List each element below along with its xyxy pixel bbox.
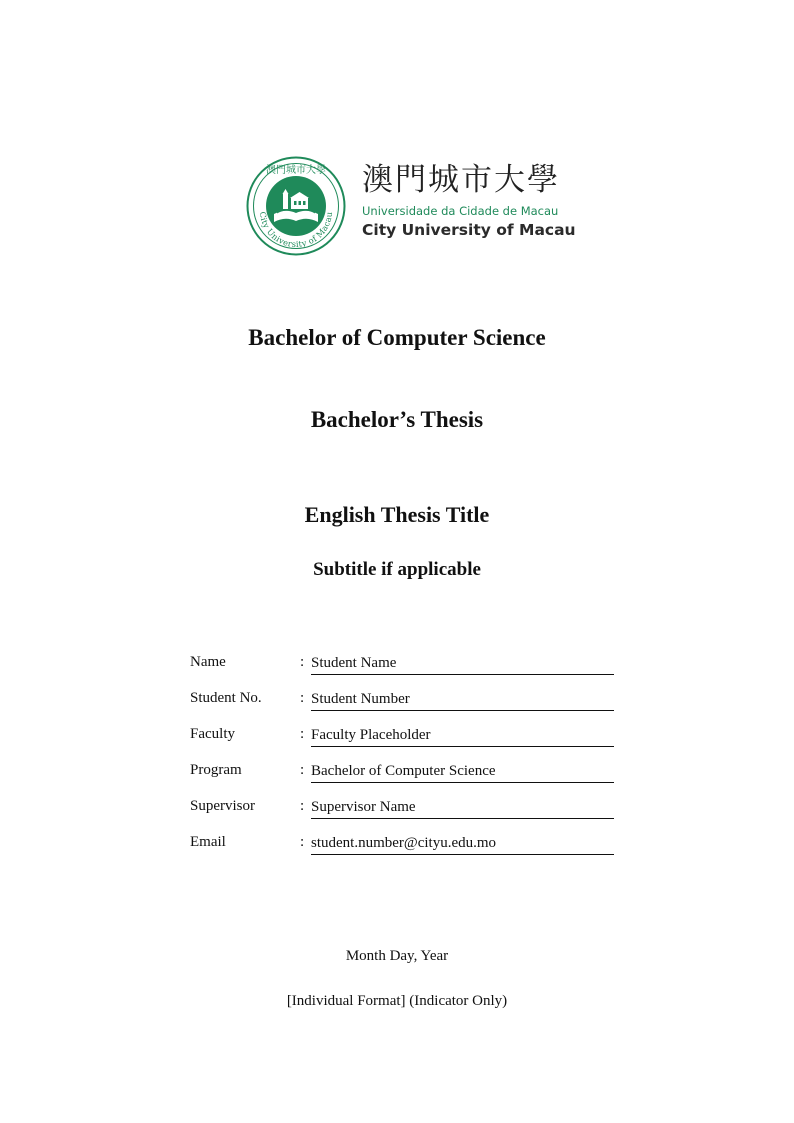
- seal-top-text: 澳門城市大學: [266, 165, 326, 176]
- format-note: [Individual Format] (Indicator Only): [286, 993, 508, 1009]
- info-label: Program: [190, 762, 242, 778]
- info-label: Email: [190, 834, 226, 850]
- info-value: Faculty Placeholder: [311, 726, 614, 747]
- thesis-title: English Thesis Title: [304, 502, 490, 527]
- thesis-type-heading: Bachelor’s Thesis: [310, 407, 484, 432]
- university-logo: [246, 156, 576, 256]
- submission-date: Month Day, Year: [345, 948, 449, 964]
- info-value: Student Number: [311, 690, 614, 711]
- degree-heading: Bachelor of Computer Science: [248, 325, 546, 350]
- info-row-faculty: [190, 724, 614, 760]
- info-colon: :: [300, 690, 305, 706]
- info-colon: :: [300, 798, 305, 814]
- info-colon: :: [300, 726, 305, 742]
- info-colon: :: [300, 654, 305, 670]
- university-name-chinese: 澳門城市大學: [362, 162, 560, 198]
- info-value: Student Name: [311, 654, 614, 675]
- university-name-portuguese: Universidade da Cidade de Macau: [362, 204, 559, 218]
- university-wordmark: [362, 162, 576, 252]
- info-label: Supervisor: [190, 798, 255, 814]
- info-row-student-no: [190, 688, 614, 724]
- info-row-program: [190, 760, 614, 796]
- info-value: Bachelor of Computer Science: [311, 762, 614, 783]
- info-row-name: [190, 652, 614, 688]
- student-info-table: [190, 652, 614, 868]
- info-label: Name: [190, 654, 226, 670]
- info-row-email: [190, 832, 614, 868]
- info-label: Faculty: [190, 726, 235, 742]
- info-colon: :: [300, 834, 305, 850]
- info-row-supervisor: [190, 796, 614, 832]
- info-colon: :: [300, 762, 305, 778]
- thesis-subtitle: Subtitle if applicable: [313, 559, 481, 580]
- info-label: Student No.: [190, 690, 262, 706]
- info-value: Supervisor Name: [311, 798, 614, 819]
- info-value: student.number@cityu.edu.mo: [311, 834, 614, 855]
- university-seal-icon: [246, 156, 346, 256]
- seal-ring-text: City University of Macau: [257, 211, 335, 250]
- university-name-english: City University of Macau: [362, 221, 576, 239]
